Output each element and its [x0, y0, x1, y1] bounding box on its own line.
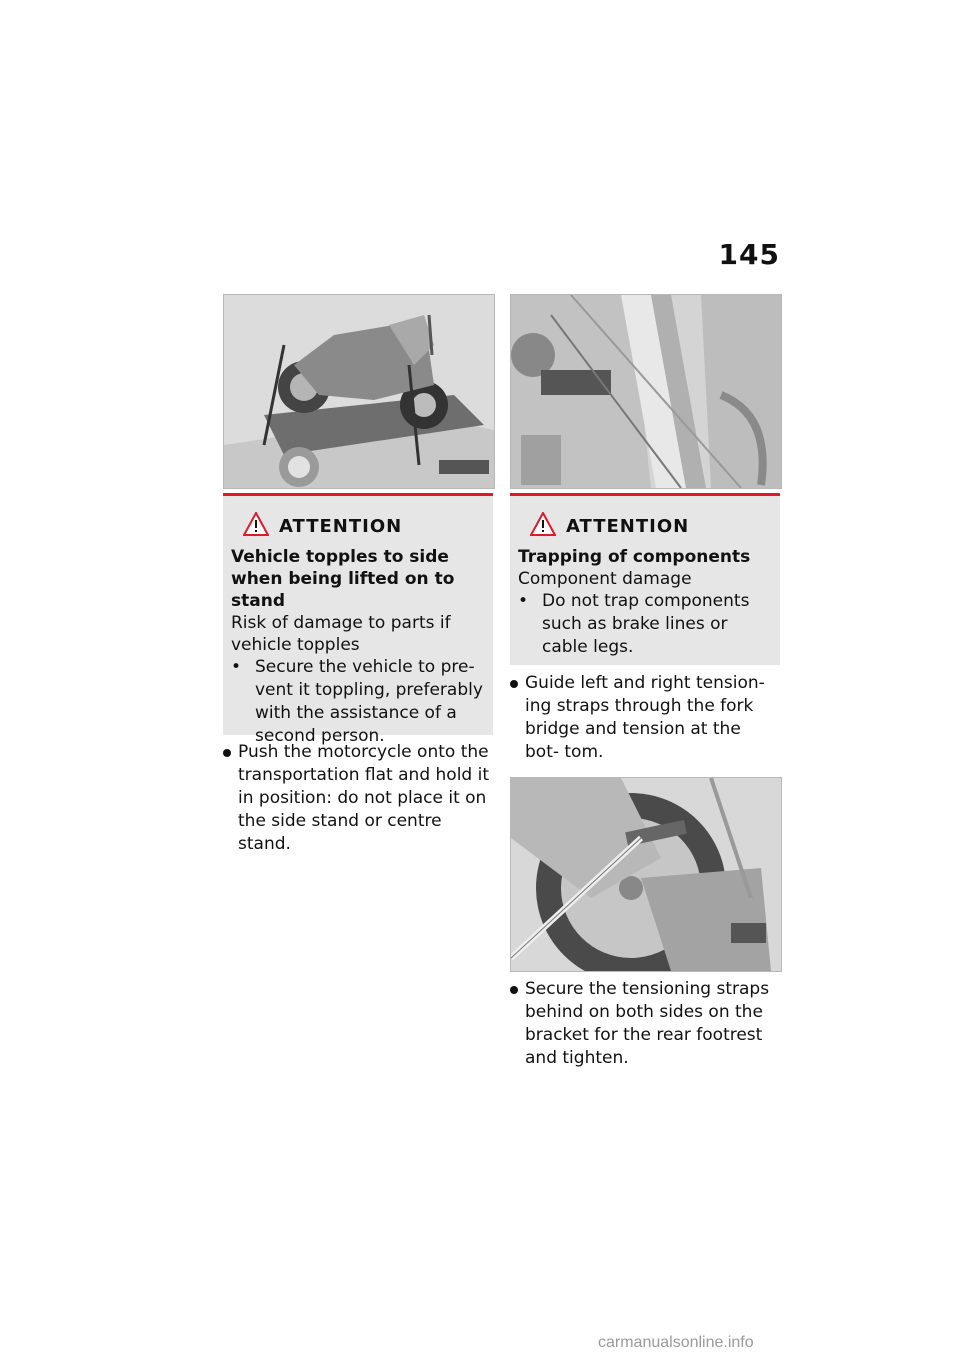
warning-consequence: Component damage	[518, 569, 692, 589]
attention-box-left	[223, 493, 493, 746]
warning-action: • Do not trap components such as brake lines or cable legs.	[518, 590, 772, 659]
step-guide-straps: Guide left and right tension- ing straps through the fork bridge and tension at the bot- tom.	[510, 672, 780, 764]
attention-label: ATTENTION	[566, 516, 690, 537]
watermark: carmanualsonline.info	[598, 1334, 754, 1351]
rear-footrest-bracket-image	[510, 777, 782, 972]
warning-triangle-icon	[243, 512, 269, 536]
fork-bridge-straps-image	[510, 294, 782, 489]
right-steps	[510, 672, 780, 764]
page-number: 145	[718, 238, 780, 271]
motorcycle-on-trailer-image	[223, 294, 495, 489]
step-secure-straps: Secure the tensioning straps behind on both sides on the bracket for the rear footrest and tighten.	[510, 978, 780, 1070]
attention-header	[518, 512, 772, 546]
warning-heading: Trapping of components	[518, 547, 751, 567]
attention-box-right	[510, 493, 780, 665]
left-steps	[223, 741, 495, 856]
attention-label: ATTENTION	[279, 516, 403, 537]
warning-action: • Secure the vehicle to pre- vent it toppling, preferably with the assistance of a second person.	[231, 656, 485, 748]
warning-consequence: Risk of damage to parts if vehicle topples	[231, 613, 451, 655]
step-push-onto-transport: Push the motorcycle onto the transportation flat and hold it in position: do not place it on the side stand or centre stand.	[223, 741, 495, 856]
right-steps-after	[510, 978, 780, 1070]
attention-header	[231, 512, 485, 546]
warning-triangle-icon	[530, 512, 556, 536]
warning-heading: Vehicle topples to side when being lifted on to stand	[231, 547, 455, 611]
